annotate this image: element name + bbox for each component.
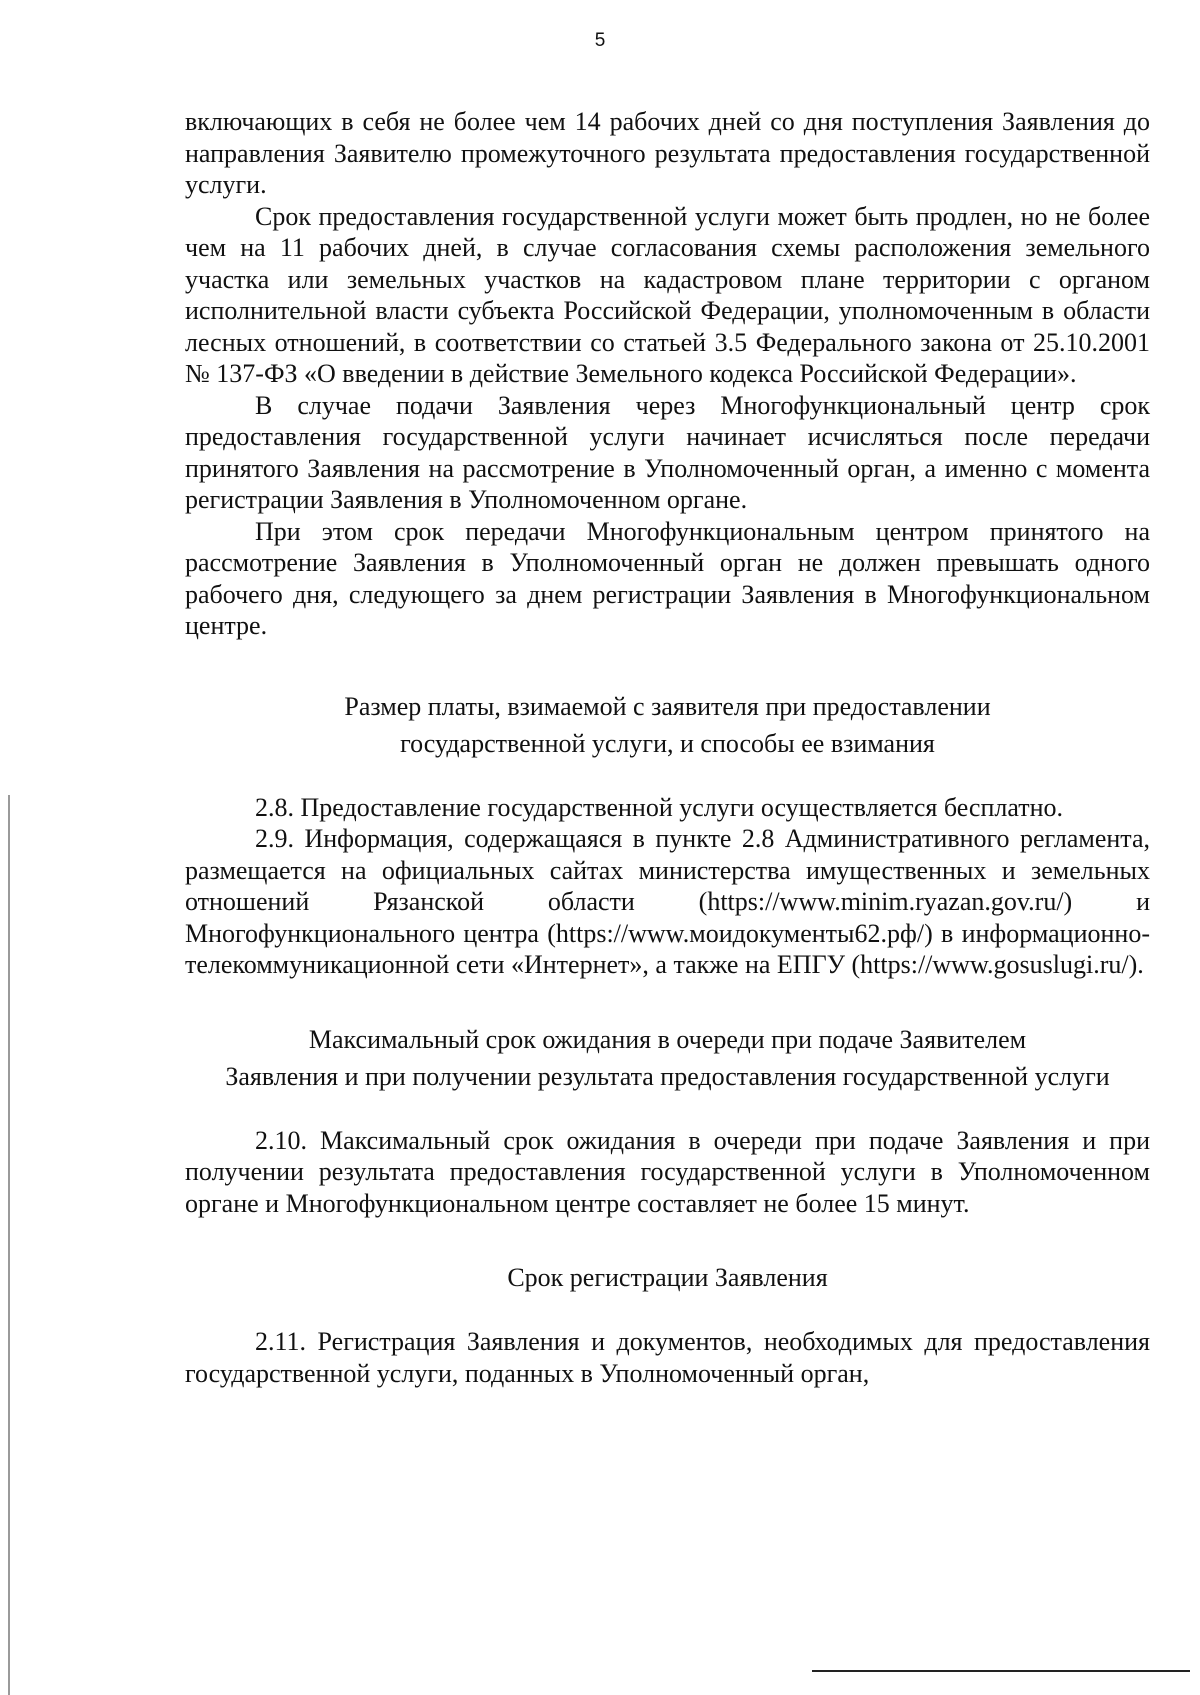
paragraph-mfc-submission: В случае подачи Заявления через Многофункциональный центр срок предоставления государственной услуги начинает исчисляться после передачи принятого Заявления на рассмотрение в Уполномоченный орган, а именно с момента регистрации Заявления в Уполномоченном органе. — [185, 390, 1150, 514]
paragraph-2-11: 2.11. Регистрация Заявления и документов, необходимых для предоставления государственной услуги, поданных в Уполномоченный орган, — [185, 1327, 1150, 1388]
section-heading-fee-line1: Размер платы, взимаемой с заявителя при предоставлении — [344, 691, 991, 721]
paragraph-2-9: 2.9. Информация, содержащаяся в пункте 2.8 Административного регламента, размещается на официальных сайтах министерства имущественных и земельных отношений Рязанской области (https://www.minim.ryazan.gov.ru/) и Многофункционального центра (https://www.моидокументы62.рф/) в информационно-телекоммуникационной сети «Интернет», а также на ЕПГУ (https://www.gosuslugi.ru/). — [185, 824, 1150, 979]
section-heading-fee — [185, 688, 1150, 762]
paragraph-2-10: 2.10. Максимальный срок ожидания в очереди при подаче Заявления и при получении результата предоставления государственной услуги в Уполномоченном органе и Многофункциональном центре составляет не более 15 минут. — [185, 1125, 1150, 1218]
section-heading-registration — [185, 1259, 1150, 1296]
bottom-rule — [812, 1670, 1190, 1672]
page-number: 5 — [594, 30, 606, 51]
paragraph-continuation: включающих в себя не более чем 14 рабочих дней со дня поступления Заявления до направления Заявителю промежуточного результата предоставления государственной услуги. — [185, 107, 1150, 199]
section-heading-queue-line1: Максимальный срок ожидания в очереди при подаче Заявителем — [308, 1024, 1027, 1054]
section-heading-queue — [185, 1021, 1150, 1095]
scan-edge-line — [8, 795, 10, 1695]
paragraph-extension-term: Срок предоставления государственной услуги может быть продлен, но не более чем на 11 рабочих дней, в случае согласования схемы расположения земельного участка или земельных участков на кадастровом плане территории с органом исполнительной власти субъекта Российской Федерации, уполномоченным в области лесных отношений, в соответствии со статьей 3.5 Федерального закона от 25.10.2001 № 137-ФЗ «О введении в действие Земельного кодекса Российской Федерации». — [185, 201, 1150, 388]
paragraph-transfer-term: При этом срок передачи Многофункциональным центром принятого на рассмотрение Заявления в Уполномоченный орган не должен превышать одного рабочего дня, следующего за днем регистрации Заявления в Многофункциональном центре. — [185, 516, 1150, 640]
section-heading-fee-line2: государственной услуги, и способы ее взимания — [400, 728, 935, 758]
paragraph-2-8: 2.8. Предоставление государственной услуги осуществляется бесплатно. — [255, 792, 1064, 822]
document-body — [185, 106, 1150, 1389]
section-heading-registration-line1: Срок регистрации Заявления — [507, 1263, 828, 1292]
section-heading-queue-line2: Заявления и при получении результата предоставления государственной услуги — [225, 1061, 1110, 1091]
